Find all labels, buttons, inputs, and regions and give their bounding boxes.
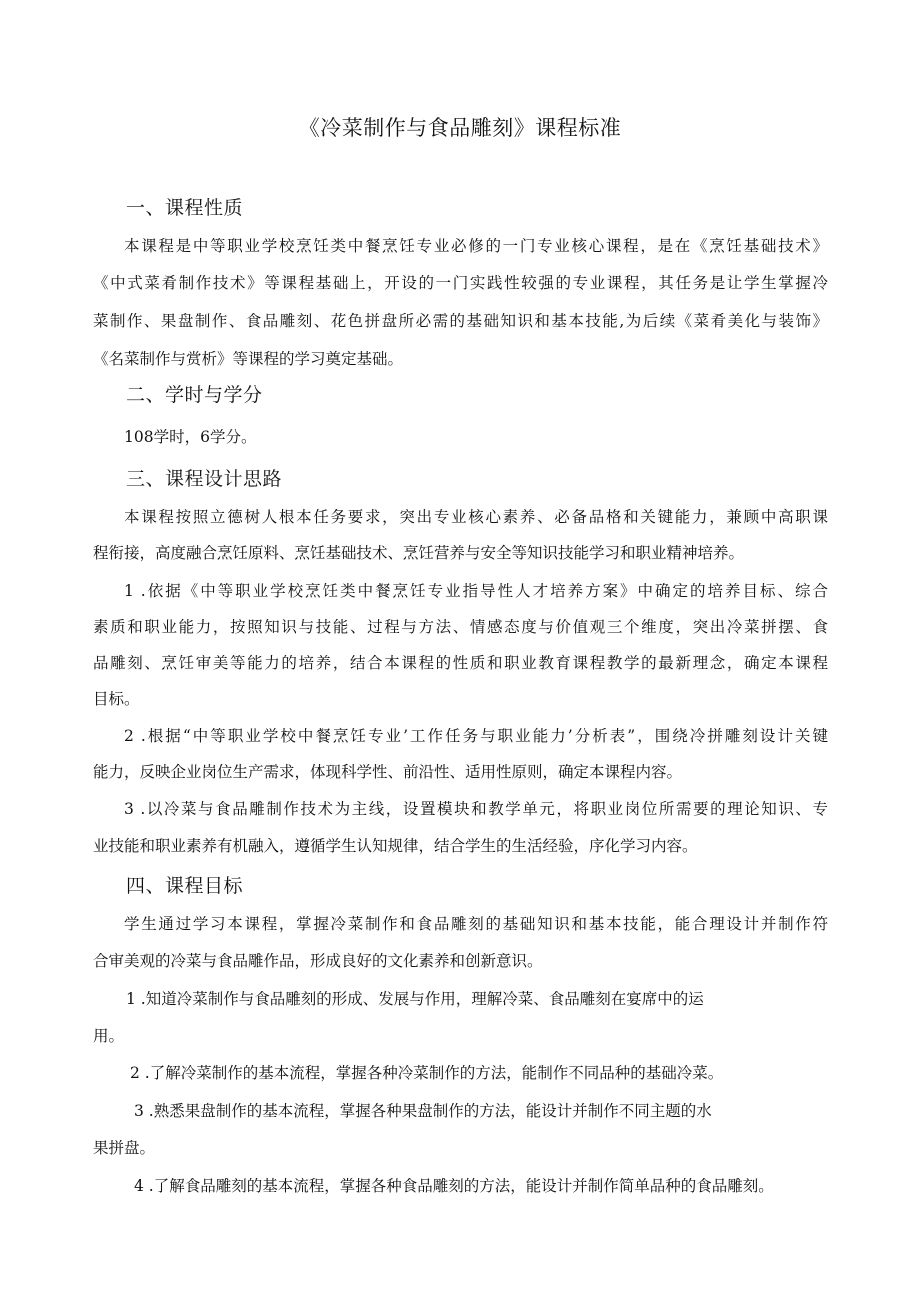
section-heading-nature: 一、课程性质 bbox=[126, 197, 244, 219]
page-title: 《冷菜制作与食品雕刻》课程标准 bbox=[298, 116, 622, 140]
paragraph-line: 本课程按照立德树人根本任务要求，突出专业核心素养、必备品格和关键能力，兼顾中高职课 bbox=[124, 508, 828, 526]
section-heading-objectives: 四、课程目标 bbox=[126, 875, 244, 897]
paragraph-line: 《名菜制作与赏析》等课程的学习奠定基础。 bbox=[93, 350, 404, 368]
section-heading-hours-credits: 二、学时与学分 bbox=[126, 384, 263, 406]
section-heading-design: 三、课程设计思路 bbox=[126, 468, 283, 490]
paragraph-line: 菜制作、果盘制作、食品雕刻、花色拼盘所必需的基础知识和基本技能,为后续《菜肴美化与装饰》 bbox=[93, 312, 828, 330]
paragraph-line: 《中式菜肴制作技术》等课程基础上，开设的一门实践性较强的专业课程，其任务是让学生掌握冷 bbox=[93, 274, 828, 292]
paragraph-line: 果拼盘。 bbox=[93, 1139, 156, 1157]
paragraph-line: 品雕刻、烹饪审美等能力的培养，结合本课程的性质和职业教育课程教学的最新理念，确定本课程 bbox=[93, 654, 828, 672]
paragraph-line: 程衔接，高度融合烹饪原料、烹饪基础技术、烹饪营养与安全等知识技能学习和职业精神培养。 bbox=[93, 544, 745, 562]
paragraph-line: 2 .了解冷菜制作的基本流程，掌握各种冷菜制作的方法，能制作不同品种的基础冷菜。 bbox=[130, 1064, 724, 1082]
paragraph-line: 学生通过学习本课程，掌握冷菜制作和食品雕刻的基础知识和基本技能，能合理设计并制作符 bbox=[124, 915, 828, 933]
paragraph-line: 1 .依据《中等职业学校烹饪类中餐烹饪专业指导性人才培养方案》中确定的培养目标、综合 bbox=[124, 582, 828, 600]
paragraph-line: 业技能和职业素养有机融入，遵循学生认知规律，结合学生的生活经验，序化学习内容。 bbox=[93, 837, 698, 855]
paragraph-line: 108学时，6学分。 bbox=[124, 428, 257, 446]
paragraph-line: 素质和职业能力，按照知识与技能、过程与方法、情感态度与价值观三个维度，突出冷菜拼摆、食 bbox=[93, 618, 828, 636]
paragraph-line: 3 .熟悉果盘制作的基本流程，掌握各种果盘制作的方法，能设计并制作不同主题的水 bbox=[134, 1102, 712, 1120]
paragraph-line: 2 .根据“中等职业学校中餐烹饪专业’工作任务与职业能力’分析表”，围绕冷拼雕刻设计关键 bbox=[124, 727, 828, 745]
paragraph-line: 目标。 bbox=[93, 690, 140, 708]
paragraph-line: 4 .了解食品雕刻的基本流程，掌握各种食品雕刻的方法，能设计并制作简单品种的食品雕刻。 bbox=[134, 1177, 774, 1195]
paragraph-line: 能力，反映企业岗位生产需求，体现科学性、前沿性、适用性原则，确定本课程内容。 bbox=[93, 763, 683, 781]
paragraph-line: 合审美观的冷菜与食品雕作品，形成良好的文化素养和创新意识。 bbox=[93, 952, 543, 970]
paragraph-line: 用。 bbox=[93, 1027, 125, 1045]
paragraph-line: 1 .知道冷菜制作与食品雕刻的形成、发展与作用，理解冷菜、食品雕刻在宴席中的运 bbox=[126, 990, 704, 1008]
paragraph-line: 本课程是中等职业学校烹饪类中餐烹饪专业必修的一门专业核心课程，是在《烹饪基础技术》 bbox=[124, 237, 828, 255]
paragraph-line: 3 .以冷菜与食品雕制作技术为主线，设置模块和教学单元，将职业岗位所需要的理论知识、专 bbox=[124, 800, 828, 818]
